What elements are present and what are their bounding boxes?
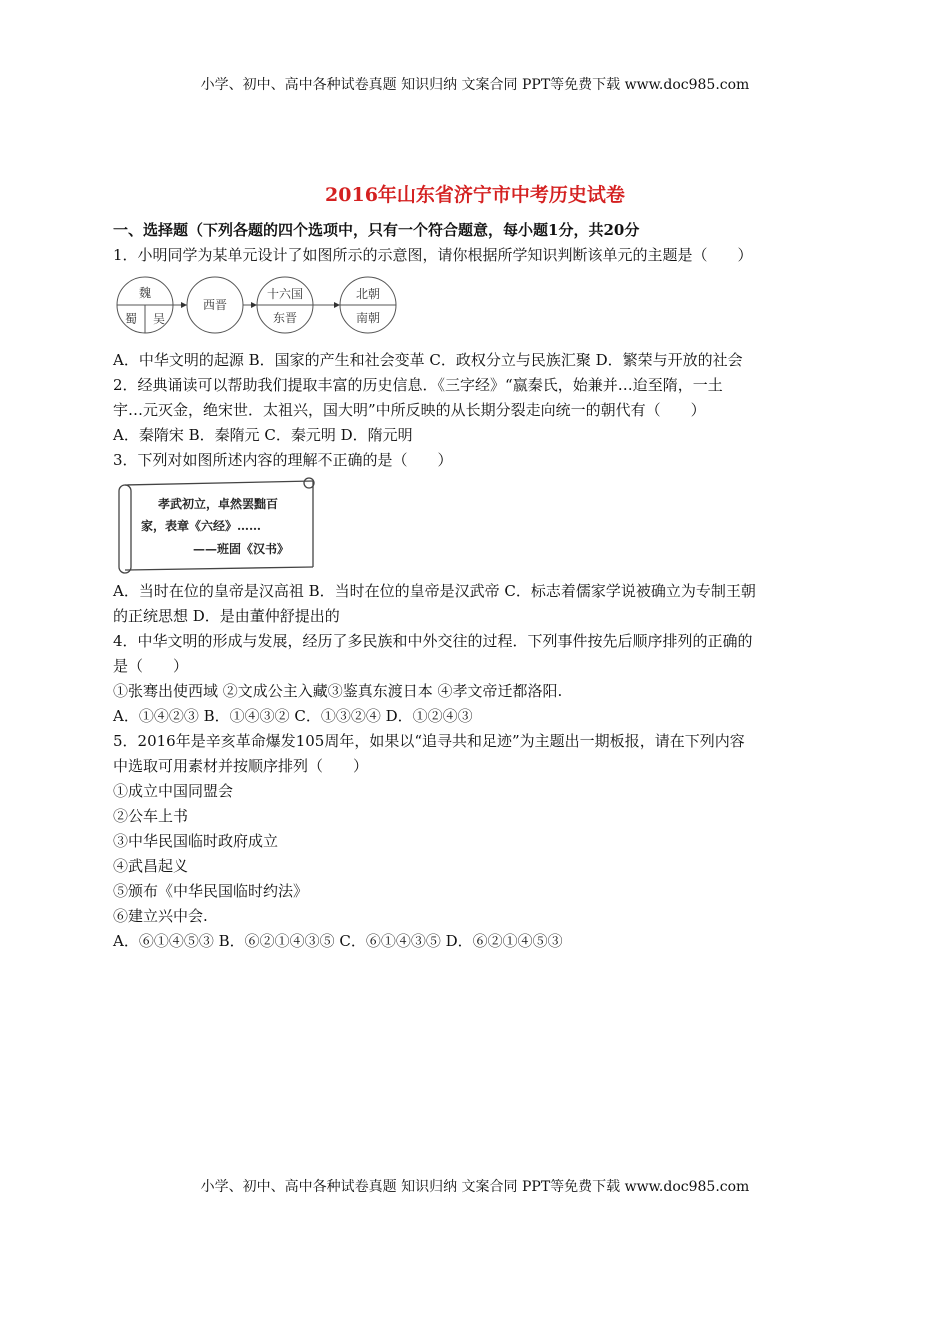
q5-item: ②公车上书	[113, 807, 189, 825]
scroll-line-3: ——班固《汉书》	[193, 542, 290, 556]
page-footer: 小学、初中、高中各种试卷真题 知识归纳 文案合同 PPT等免费下载 www.doc985.com	[200, 1179, 750, 1195]
q3-scroll-image	[113, 475, 323, 577]
q5-item: ⑥建立兴中会.	[113, 907, 208, 925]
q5-item: ④武昌起义	[113, 857, 189, 875]
scroll-line-1: 孝武初立，卓然罢黜百	[158, 497, 279, 511]
diagram-nanchao: 南朝	[355, 311, 381, 325]
diagram-dongjin: 东晋	[272, 311, 298, 325]
diagram-shu: 蜀	[124, 312, 138, 326]
q1-diagram	[113, 270, 403, 340]
q5-item: ⑤颁布《中华民国临时约法》	[113, 882, 309, 900]
page-title: 2016年山东省济宁市中考历史试卷	[325, 184, 625, 206]
scroll-line-2: 家，表章《六经》……	[141, 519, 262, 533]
exam-content	[113, 218, 833, 954]
q1-stem: 1．小明同学为某单元设计了如图所示的示意图，请你根据所学知识判断该单元的主题是（ ）	[113, 246, 753, 264]
diagram-xijin: 西晋	[202, 298, 228, 312]
q1-options: A．中华文明的起源 B．国家的产生和社会变革 C．政权分立与民族汇聚 D．繁荣与开放的社会	[113, 351, 743, 369]
q3-stem: 3．下列对如图所述内容的理解不正确的是（ ）	[113, 451, 453, 469]
q2-stem-1: 2．经典诵读可以帮助我们提取丰富的历史信息．《三字经》“嬴秦氏，始兼并…迨至隋，一土	[113, 376, 723, 394]
diagram-16kingdoms: 十六国	[266, 287, 304, 301]
q2-stem-2: 宇…元灭金，绝宋世．太祖兴，国大明”中所反映的从长期分裂走向统一的朝代有（ ）	[113, 401, 706, 419]
q4-options: A．①④②③ B．①④③② C．①③②④ D．①②④③	[113, 707, 473, 725]
q5-item: ①成立中国同盟会	[113, 782, 234, 800]
q3-options-2: 的正统思想 D．是由董仲舒提出的	[113, 607, 340, 625]
q4-items: ①张骞出使西域 ②文成公主入藏③鉴真东渡日本 ④孝文帝迁都洛阳.	[113, 682, 563, 700]
q5-item: ③中华民国临时政府成立	[113, 832, 279, 850]
q2-options: A．秦隋宋 B．秦隋元 C．秦元明 D．隋元明	[113, 426, 413, 444]
q5-stem-2: 中选取可用素材并按顺序排列（ ）	[113, 757, 369, 775]
diagram-wei: 魏	[138, 286, 152, 300]
q5-stem-1: 5．2016年是辛亥革命爆发105周年，如果以“追寻共和足迹”为主题出一期板报，请在下列内容	[113, 732, 745, 750]
q4-stem-2: 是（ ）	[113, 657, 189, 675]
q4-stem-1: 4．中华文明的形成与发展，经历了多民族和中外交往的过程．下列事件按先后顺序排列的正确的	[113, 632, 753, 650]
diagram-wu: 吴	[152, 312, 166, 326]
q3-options-1: A．当时在位的皇帝是汉高祖 B．当时在位的皇帝是汉武帝 C．标志着儒家学说被确立为专制王朝	[113, 582, 756, 600]
q5-options: A．⑥①④⑤③ B．⑥②①④③⑤ C．⑥①④③⑤ D．⑥②①④⑤③	[113, 932, 563, 950]
diagram-beichao: 北朝	[355, 287, 381, 301]
page-header: 小学、初中、高中各种试卷真题 知识归纳 文案合同 PPT等免费下载 www.doc985.com	[200, 77, 750, 93]
section-heading: 一、选择题（下列各题的四个选项中，只有一个符合题意，每小题1分，共20分	[113, 221, 640, 239]
